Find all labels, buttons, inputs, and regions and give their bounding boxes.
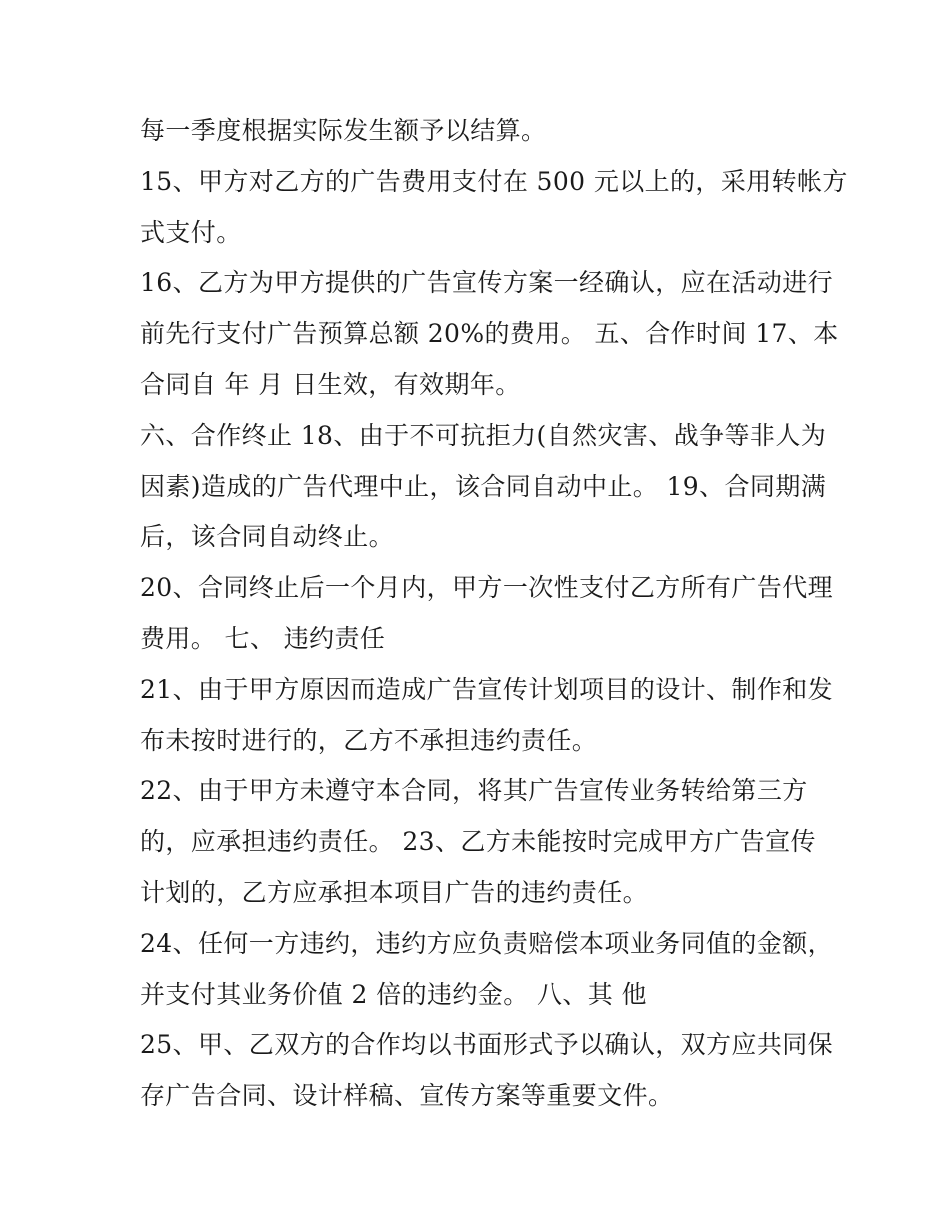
contract-text: [140, 106, 848, 1122]
text-line: 21、由于甲方原因而造成广告宣传计划项目的设计、制作和发: [140, 674, 834, 704]
text-line: 15、甲方对乙方的广告费用支付在 500 元以上的，采用转帐方: [140, 166, 848, 196]
text-line: 的，应承担违约责任。 23、乙方未能按时完成甲方广告宣传: [140, 827, 816, 857]
text-line: 25、甲、乙双方的合作均以书面形式予以确认，双方应共同保: [140, 1030, 834, 1060]
text-line: 16、乙方为甲方提供的广告宣传方案一经确认，应在活动进行: [140, 268, 834, 298]
text-line: 式支付。: [140, 217, 242, 247]
text-line: 因素)造成的广告代理中止，该合同自动中止。 19、合同期满: [140, 471, 827, 501]
text-line: 六、合作终止 18、由于不可抗拒力(自然灾害、战争等非人为: [140, 420, 827, 450]
text-line: 费用。 七、 违约责任: [140, 623, 386, 653]
text-line: 并支付其业务价值 2 倍的违约金。 八、其 他: [140, 979, 647, 1009]
text-line: 存广告合同、设计样稿、宣传方案等重要文件。: [140, 1081, 674, 1111]
text-line: 20、合同终止后一个月内，甲方一次性支付乙方所有广告代理: [140, 573, 834, 603]
text-line: 前先行支付广告预算总额 20%的费用。 五、合作时间 17、本: [140, 319, 839, 349]
text-line: 计划的，乙方应承担本项目广告的违约责任。: [140, 877, 649, 907]
text-line: 合同自 年 月 日生效，有效期年。: [140, 369, 521, 399]
text-line: 布未按时进行的，乙方不承担违约责任。: [140, 725, 598, 755]
text-line: 24、任何一方违约，违约方应负责赔偿本项业务同值的金额，: [140, 928, 834, 958]
text-line: 后，该合同自动终止。: [140, 522, 395, 552]
text-line: 每一季度根据实际发生额予以结算。: [140, 116, 547, 145]
text-line: 22、由于甲方未遵守本合同，将其广告宣传业务转给第三方: [140, 776, 808, 806]
